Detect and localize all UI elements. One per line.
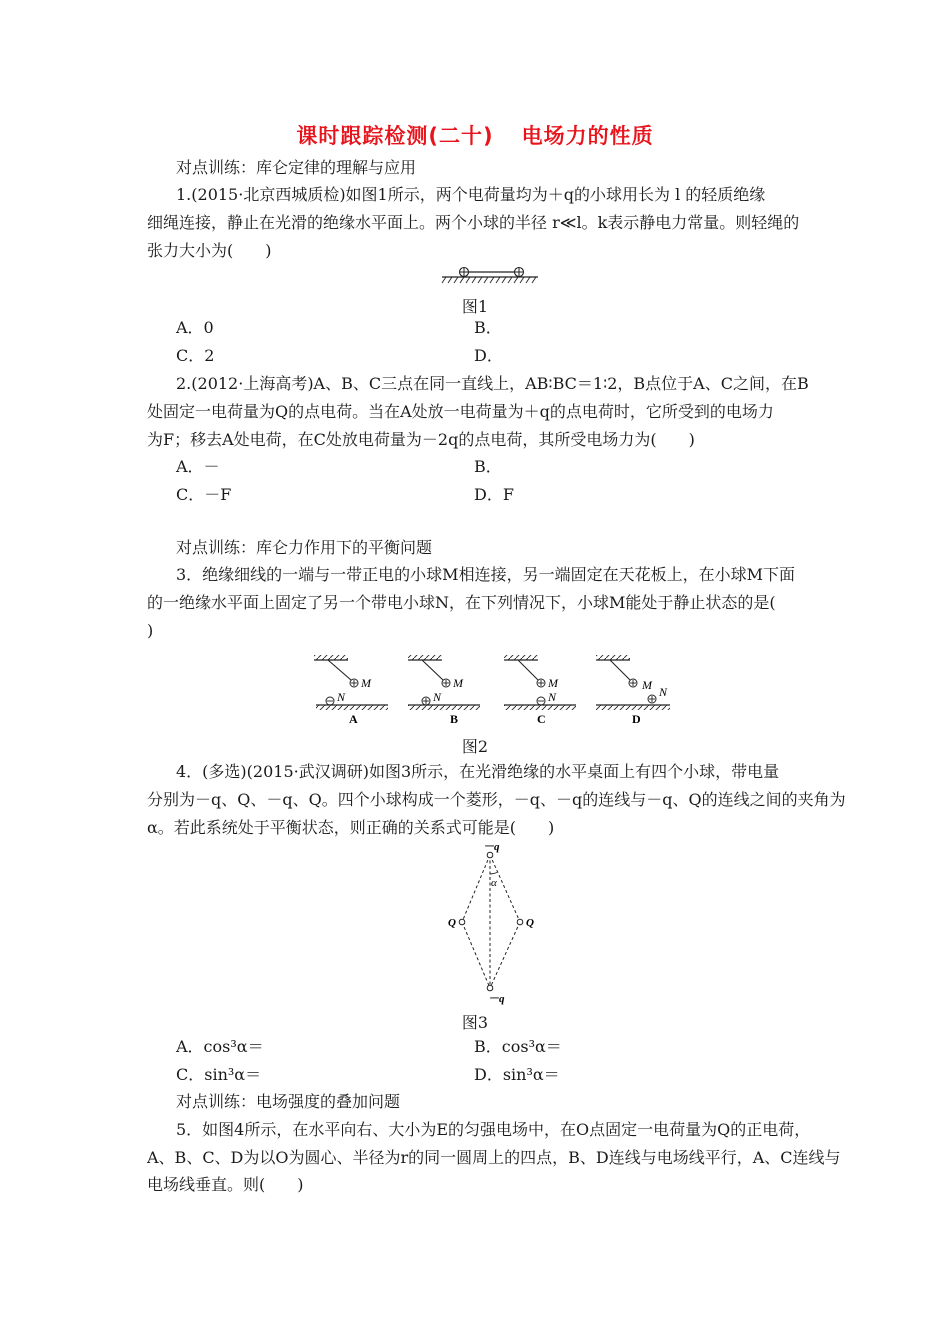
q1-line2: 细绳连接，静止在光滑的绝缘水平面上。两个小球的半径 r≪l。k表示静电力常量。则轻绳的: [147, 213, 800, 232]
q2-option-a: A．－: [176, 457, 220, 476]
page-title: [0, 120, 950, 150]
label-panel-b: B: [450, 712, 459, 726]
label-m-a: M: [361, 676, 371, 690]
q3-line3: ): [147, 621, 154, 640]
charge-right: [517, 919, 523, 925]
label-panel-d: D: [632, 712, 641, 726]
q1-option-d: D．: [474, 346, 503, 365]
label-m-d: M: [642, 678, 652, 692]
q3-line1: 3．绝缘细线的一端与一带正电的小球M相连接，另一端固定在天花板上，在小球M下面: [176, 565, 795, 584]
figure-3-caption: 图3: [461, 1013, 489, 1032]
q3-line2: 的一绝缘水平面上固定了另一个带电小球N，在下列情况下，小球M能处于静止状态的是(: [147, 593, 776, 612]
label-m-c: M: [548, 676, 558, 690]
label-n-a: N: [337, 690, 346, 704]
q1-line1: 1.(2015·北京西城质检)如图1所示，两个电荷量均为＋q的小球用长为 l 的轻质绝缘: [176, 185, 766, 204]
charge-top: [487, 852, 493, 858]
figure-2-panel-b: [408, 655, 480, 726]
figure-1-diagram: [440, 264, 540, 286]
label-top-charge: －q: [483, 841, 500, 853]
label-n-c: N: [548, 690, 557, 704]
label-panel-c: C: [537, 712, 546, 726]
angle-alpha-label: α: [491, 877, 497, 889]
section-heading-3: 对点训练：电场强度的叠加问题: [176, 1092, 401, 1111]
q2-option-d: D．F: [474, 485, 514, 504]
q4-option-d: D．sin³α＝: [474, 1065, 560, 1084]
figure-2-panel-d: [596, 655, 670, 726]
q4-line2: 分别为－q、Q、－q、Q。四个小球构成一个菱形，－q、－q的连线与－q、Q的连线之间的夹角为: [147, 790, 846, 809]
q1-option-b: B．: [474, 318, 502, 337]
charge-left: [459, 919, 465, 925]
page-title-part1: 课时跟踪检测(二十): [296, 124, 494, 148]
figure-2-panel-c: [504, 655, 576, 726]
q4-option-a: A．cos³α＝: [176, 1037, 264, 1056]
q5-line2: A、B、C、D为以O为圆心、半径为r的同一圆周上的四点，B、D连线与电场线平行，A、C连线与: [147, 1148, 841, 1167]
q4-option-c: C．sin³α＝: [176, 1065, 262, 1084]
label-bottom-charge: －q: [488, 993, 505, 1005]
q1-option-c: C．2: [176, 346, 215, 365]
q2-line3: 为F；移去A处电荷，在C处放电荷量为－2q的点电荷，其所受电场力为( ): [147, 430, 695, 449]
q2-option-b: B．: [474, 457, 502, 476]
q2-option-c: C．－F: [176, 485, 232, 504]
label-n-d: N: [659, 685, 668, 699]
section-heading-2: 对点训练：库仑力作用下的平衡问题: [176, 538, 433, 557]
q4-line1: 4．(多选)(2015·武汉调研)如图3所示，在光滑绝缘的水平桌面上有四个小球，带电量: [176, 762, 780, 781]
q4-line3: α。若此系统处于平衡状态，则正确的关系式可能是( ): [147, 818, 555, 837]
q2-line1: 2.(2012·上海高考)A、B、C三点在同一直线上，AB∶BC＝1∶2，B点位于A、C之间，在B: [176, 374, 809, 393]
label-left-charge: Q: [448, 917, 456, 929]
charge-bottom: [487, 985, 493, 991]
q2-line2: 处固定一电荷量为Q的点电荷。当在A处放一电荷量为＋q的点电荷时，它所受到的电场力: [147, 402, 774, 421]
q5-line1: 5．如图4所示，在水平向右、大小为E的匀强电场中，在O点固定一电荷量为Q的正电荷，: [176, 1120, 811, 1139]
figure-3-diagram: [440, 841, 550, 1005]
section-heading-1: 对点训练：库仑定律的理解与应用: [176, 158, 417, 177]
figure-1-caption: 图1: [461, 297, 489, 316]
figure-2-panel-a: [314, 655, 388, 726]
q1-option-a: A．0: [176, 318, 214, 337]
q4-option-b: B．cos³α＝: [474, 1037, 562, 1056]
label-panel-a: A: [349, 712, 358, 726]
page-title-part2: 电场力的性质: [521, 124, 654, 148]
label-n-b: N: [433, 690, 442, 704]
label-right-charge: Q: [526, 917, 534, 929]
label-m-b: M: [453, 676, 463, 690]
q1-line3: 张力大小为( ): [147, 241, 272, 260]
q5-line3: 电场线垂直。则( ): [147, 1175, 304, 1194]
figure-2-caption: 图2: [461, 737, 489, 756]
figure-2-diagram: [312, 652, 682, 727]
